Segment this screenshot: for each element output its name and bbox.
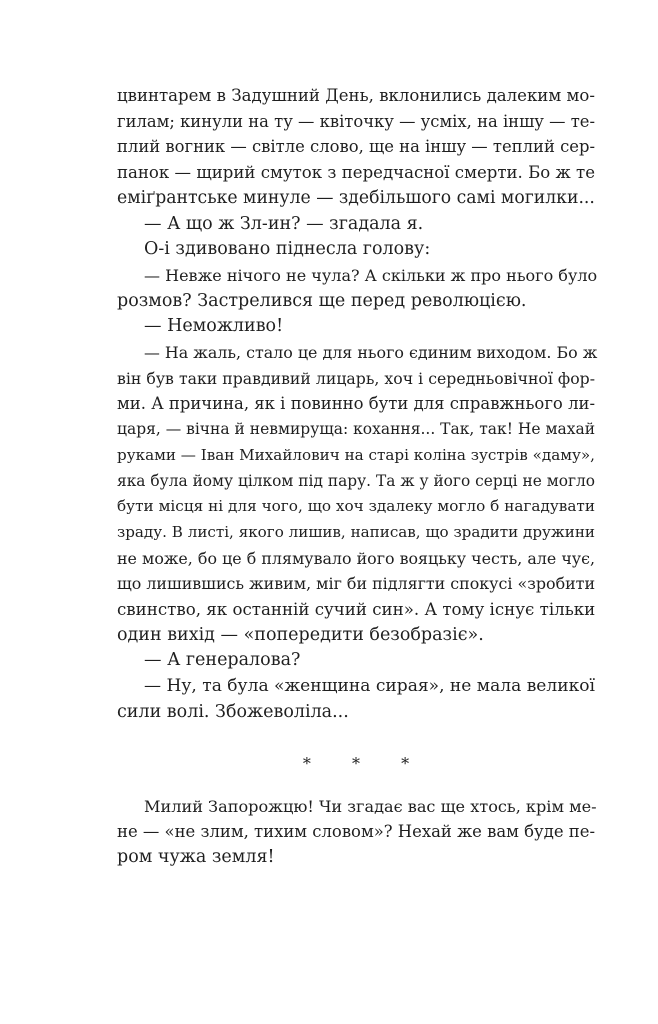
text-line: — Неможливо! <box>144 316 284 337</box>
paragraph-cemetery <box>117 83 595 212</box>
text-line: царя, — вічна й невмируща: кохання... Так, так! Не махай <box>117 420 596 439</box>
text-line: цвинтарем в Задушний День, вклонились далеким мо- <box>117 86 595 105</box>
paragraph-raised-head <box>117 237 595 263</box>
text-line: — А що ж Зл-ин? — згадала я. <box>144 213 424 234</box>
text-line: він був таки правдивий лицарь, хоч і середньовічної фор- <box>117 368 595 388</box>
text-line: руками — Іван Михайлович на старі коліна зустрів «даму», <box>117 445 595 464</box>
paragraph-went-mad <box>117 674 595 725</box>
text-line: плий вогник — світле слово, ще на іншу — теплий сер- <box>117 137 595 157</box>
text-line: що лишившись живим, міг би підлягти спокусі «зробити <box>117 574 596 594</box>
book-page-text <box>117 83 598 871</box>
paragraph-closing <box>117 794 595 871</box>
text-line: ми. А причина, як і повинно бути для справжнього ли- <box>117 394 595 414</box>
text-line: О-і здивовано піднесла голову: <box>144 239 431 260</box>
text-line: еміґрантське минуле — здебільшого самі могилки... <box>117 187 595 208</box>
text-line: зраду. В листі, якого лишив, написав, що зрадити дружини <box>117 522 595 541</box>
text-line: ром чужа земля! <box>117 846 275 867</box>
text-line: гилам; кинули на ту — квіточку — усміх, на іншу — те- <box>117 111 595 131</box>
text-line: не — «не злим, тихим словом»? Нехай же вам буде пе- <box>117 822 595 842</box>
text-line: Милий Запорожцю! Чи згадає вас ще хтось, крім ме- <box>144 796 597 816</box>
paragraph-question <box>117 212 595 238</box>
text-line: — На жаль, стало це для нього єдиним виходом. Бо ж <box>144 343 598 363</box>
text-line: свинство, як останній сучий син». А тому існує тільки <box>117 600 596 620</box>
text-line: один вихід — «попередити безобразіє». <box>117 624 484 645</box>
paragraph-did-not-hear <box>117 263 598 314</box>
text-line: сили волі. Збожеволіла... <box>117 701 349 722</box>
text-line: бути місця ні для чого, що хоч здалеку могло б нагадувати <box>117 497 595 516</box>
paragraph-generals-wife <box>117 648 595 674</box>
text-line: — Невже нічого не чула? А скільки ж про нього було <box>144 265 598 285</box>
paragraph-impossible <box>117 314 595 340</box>
section-separator: * * * <box>302 753 428 773</box>
text-line: — А генералова? <box>144 650 301 671</box>
text-line: — Ну, та була «женщина сирая», не мала великої <box>144 676 595 697</box>
text-line: панок — щирий смуток з передчасної смерти. Бо ж те <box>117 163 595 183</box>
text-line: не може, бо це б плямувало його вояцьку честь, але чує, <box>117 548 595 568</box>
text-line: розмов? Застрелився ще перед революцією. <box>117 290 527 311</box>
text-line: яка була йому цілком під пару. Та ж у його серці не могло <box>117 471 595 490</box>
paragraph-explanation <box>117 340 598 648</box>
